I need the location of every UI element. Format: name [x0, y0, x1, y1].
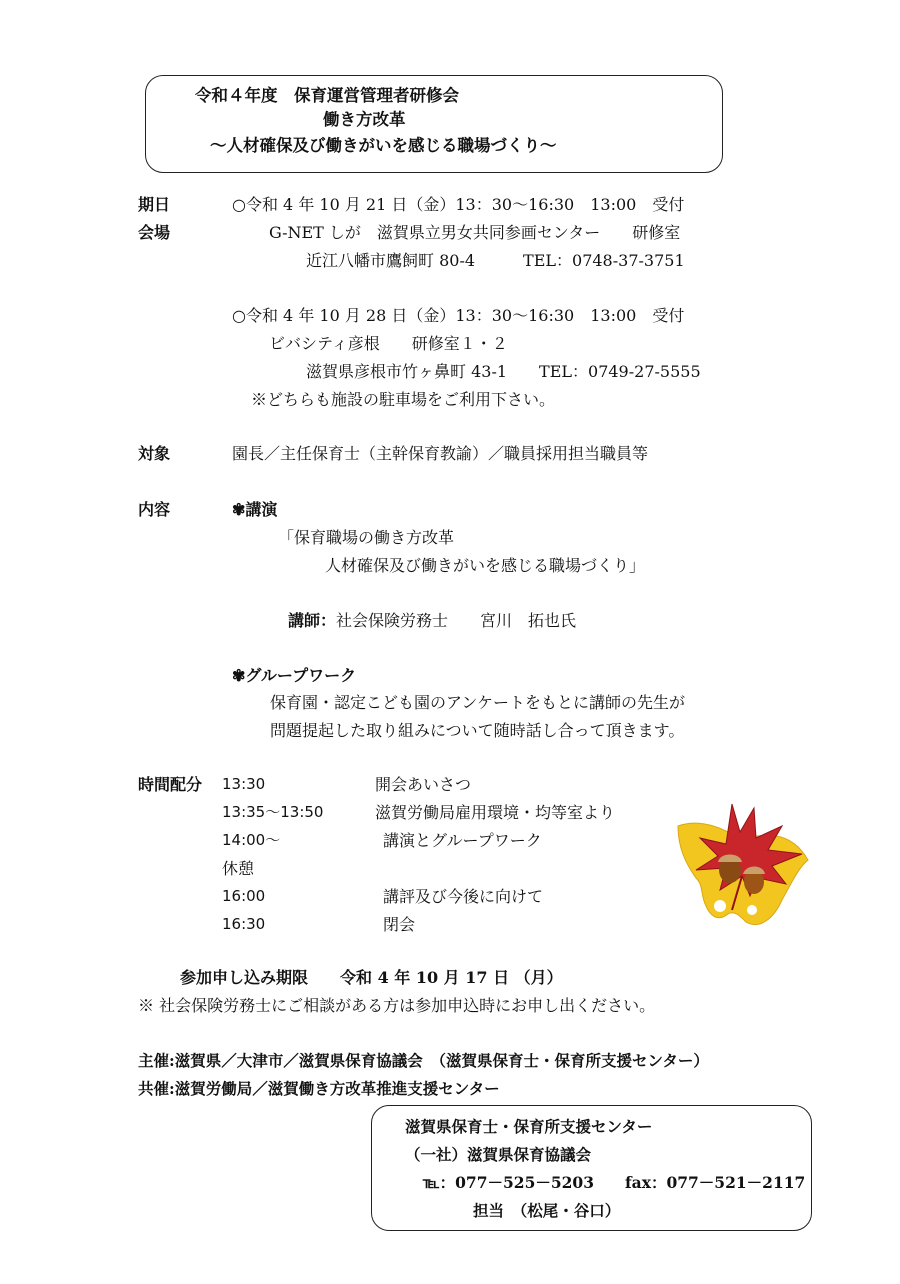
session-2-address: 滋賀県彦根市竹ヶ鼻町 43-1 TEL：0749-27-5555	[306, 362, 701, 381]
lecture-title-line-2: 人材確保及び働きがいを感じる職場づくり」	[325, 556, 646, 575]
schedule-label: 時間配分	[138, 775, 203, 794]
lecturer-line	[288, 613, 576, 629]
lecture-title-line-1: 「保育職場の働き方改革	[278, 528, 455, 547]
schedule-item: 滋賀労働局雇用環境・均等室より	[375, 803, 616, 822]
session-1-place: G-NET しが 滋賀県立男女共同参画センター 研修室	[269, 223, 681, 242]
session-2-place: ビバシティ彦根 研修室１・２	[269, 334, 508, 353]
schedule-time: 14:00～	[222, 831, 281, 849]
groupwork-line-2: 問題提起した取り組みについて随時話し合って頂きます。	[270, 721, 685, 740]
groupwork-heading	[232, 668, 356, 684]
lecturer-name: 社会保険労務士 宮川 拓也氏	[336, 611, 577, 630]
schedule-item: 開会あいさつ	[375, 775, 472, 794]
date-label: 期日	[138, 195, 171, 214]
contact-line-2: （一社）滋賀県保育協議会	[405, 1145, 592, 1164]
target-label: 対象	[138, 444, 171, 463]
session-1-address: 近江八幡市鷹飼町 80-4 TEL：0748-37-3751	[306, 251, 685, 270]
consult-note: ※ 社会保険労務士にご相談がある方は参加申込時にお申し出ください。	[138, 996, 656, 1015]
session-1-date: ○令和 4 年 10 月 21 日（金）13：30～16:30 13:00 受付	[232, 195, 685, 214]
lecture-heading	[232, 502, 277, 518]
co-organizer: 共催:滋賀労働局／滋賀働き方改革推進支援センター	[138, 1079, 500, 1098]
session-2-date: ○令和 4 年 10 月 28 日（金）13：30～16:30 13:00 受付	[232, 306, 685, 325]
schedule-time: 13:35～13:50	[222, 803, 324, 821]
lecture-heading-text: 講演	[245, 500, 278, 519]
content-label: 内容	[138, 500, 171, 519]
flower-bullet-icon: ✾	[232, 500, 246, 519]
registration-deadline: 参加申し込み期限 令和 4 年 10 月 17 日 （月）	[180, 968, 563, 987]
schedule-item: 閉会	[383, 915, 416, 934]
parking-note: ※どちらも施設の駐車場をご利用下さい。	[251, 390, 556, 409]
contact-person: 担当 （松尾・谷口）	[473, 1201, 621, 1220]
schedule-time: 16:30	[222, 915, 266, 933]
contact-tel-fax: ℡：077－525－5203 fax：077－521－2117	[423, 1173, 806, 1192]
venue-label: 会場	[138, 223, 171, 242]
title-line-3: ～人材確保及び働きがいを感じる職場づくり～	[210, 136, 557, 155]
schedule-time: 13:30	[222, 775, 266, 793]
autumn-leaves-illustration	[670, 798, 820, 938]
target-text: 園長／主任保育士（主幹保育教諭）／職員採用担当職員等	[232, 444, 649, 463]
title-line-1: 令和４年度 保育運営管理者研修会	[195, 86, 459, 105]
lecturer-label: 講師：	[288, 611, 337, 630]
flower-bullet-icon: ✾	[232, 666, 246, 685]
title-line-2: 働き方改革	[323, 110, 406, 129]
groupwork-line-1: 保育園・認定こども園のアンケートをもとに講師の先生が	[270, 693, 686, 712]
schedule-item: 講演とグループワーク	[383, 831, 542, 850]
contact-line-1: 滋賀県保育士・保育所支援センター	[405, 1117, 653, 1136]
schedule-time: 16:00	[222, 887, 266, 905]
schedule-time: 休憩	[222, 859, 255, 878]
groupwork-heading-text: グループワーク	[245, 666, 357, 685]
organizer: 主催:滋賀県／大津市／滋賀県保育協議会 （滋賀県保育士・保育所支援センター）	[138, 1051, 709, 1070]
schedule-item: 講評及び今後に向けて	[383, 887, 544, 906]
